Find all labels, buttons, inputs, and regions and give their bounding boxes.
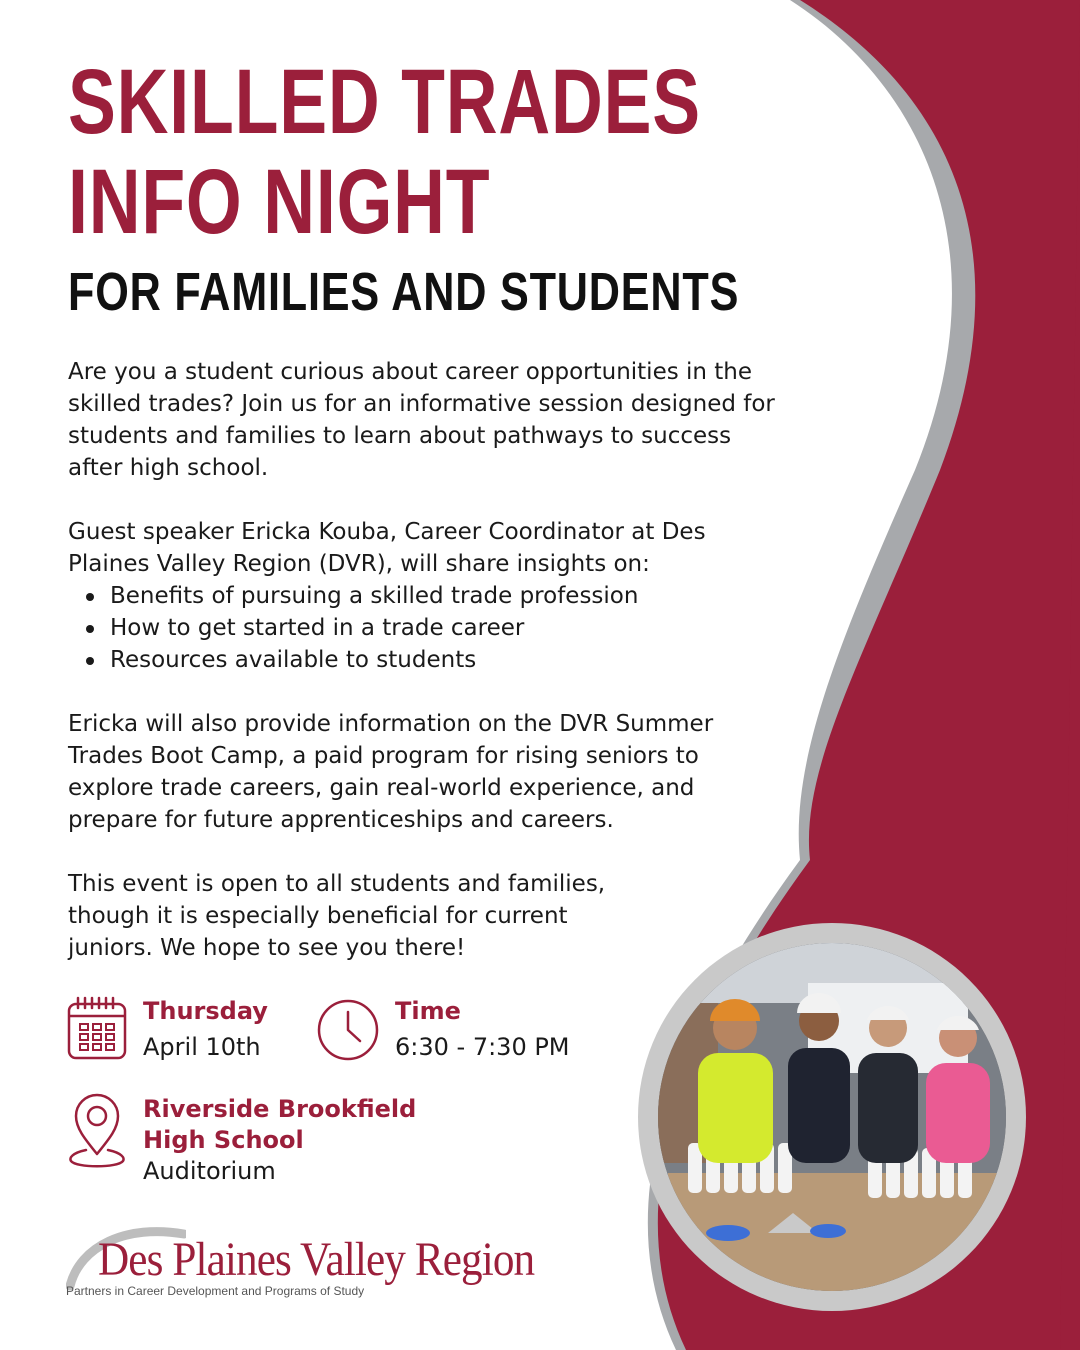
event-title — [68, 52, 701, 252]
list-item: How to get started in a trade career — [68, 612, 638, 644]
intro-line: Are you a student curious about career opportunities in the — [68, 359, 753, 385]
photo-frame — [638, 923, 1026, 1311]
students-photo-illustration — [658, 943, 1006, 1291]
bootcamp-line: Trades Boot Camp, a paid program for rising seniors to — [68, 743, 699, 769]
bootcamp-line: prepare for future apprenticeships and careers. — [68, 807, 614, 833]
dvr-logo — [66, 1224, 556, 1304]
location-label — [143, 1094, 416, 1156]
location-line: Riverside Brookfield — [143, 1095, 417, 1123]
time-value: 6:30 - 7:30 PM — [395, 1033, 570, 1061]
logo-tagline: Partners in Career Development and Programs of Study — [66, 1284, 365, 1298]
intro-line: skilled trades? Join us for an informative session designed for — [68, 391, 775, 417]
speaker-line: Guest speaker Ericka Kouba, Career Coordinator at Des — [68, 519, 706, 545]
location-value: Auditorium — [143, 1157, 276, 1185]
time-label: Time — [395, 997, 461, 1025]
date-label: Thursday — [143, 997, 268, 1025]
date-value: April 10th — [143, 1033, 261, 1061]
clock-icon — [316, 998, 380, 1062]
closing-line: This event is open to all students and families, — [68, 871, 606, 897]
event-subtitle: FOR FAMILIES AND STUDENTS — [68, 262, 740, 322]
bootcamp-line: Ericka will also provide information on the DVR Summer — [68, 711, 714, 737]
intro-line: after high school. — [68, 455, 269, 481]
list-item: Benefits of pursuing a skilled trade profession — [68, 580, 638, 612]
location-line: High School — [143, 1126, 304, 1154]
calendar-icon — [66, 996, 128, 1062]
list-item: Resources available to students — [68, 644, 638, 676]
title-line-2: INFO NIGHT — [68, 151, 491, 253]
speaker-line: Plaines Valley Region (DVR), will share insights on: — [68, 551, 650, 577]
location-pin-icon — [66, 1092, 128, 1170]
bootcamp-paragraph — [68, 708, 713, 836]
insights-list — [68, 580, 638, 676]
intro-paragraph — [68, 356, 775, 484]
intro-line: students and families to learn about pathways to success — [68, 423, 732, 449]
title-line-1: SKILLED TRADES — [68, 51, 701, 153]
closing-paragraph — [68, 868, 605, 964]
closing-line: juniors. We hope to see you there! — [68, 935, 466, 961]
bootcamp-line: explore trade careers, gain real-world experience, and — [68, 775, 695, 801]
students-photo — [658, 943, 1006, 1291]
speaker-paragraph — [68, 516, 706, 580]
logo-name: Des Plaines Valley Region — [98, 1233, 535, 1286]
closing-line: though it is especially beneficial for current — [68, 903, 568, 929]
